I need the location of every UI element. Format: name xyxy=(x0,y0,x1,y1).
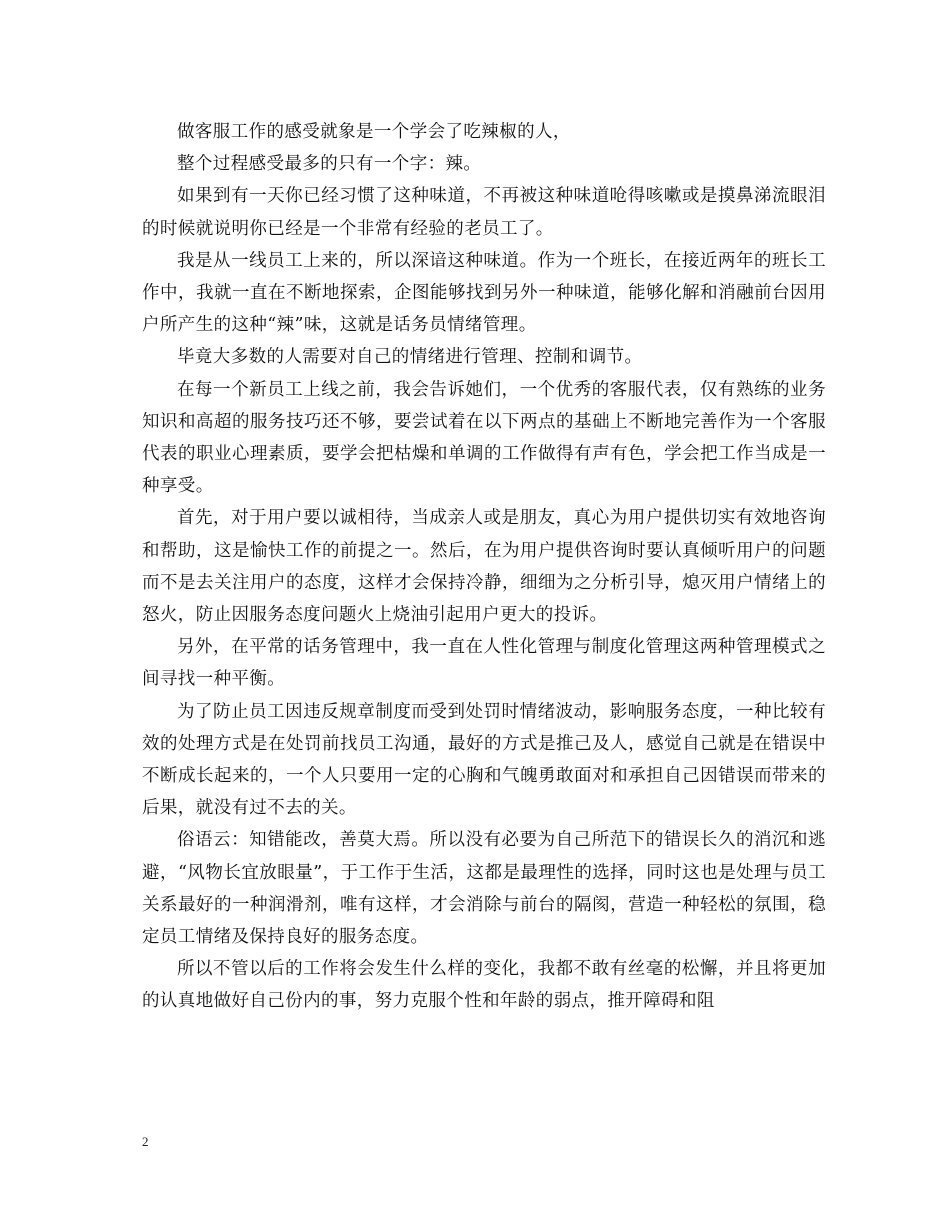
paragraph-6: 在每一个新员工上线之前，我会告诉她们，一个优秀的客服代表，仅有熟练的业务知识和高超的服务技巧还不够，要尝试着在以下两点的基础上不断地完善作为一个客服代表的职业心理素质，要学会把枯燥和单调的工作做得有声有色，学会把工作当成是一种享受。 xyxy=(142,379,826,497)
paragraph-4: 我是从一线员工上来的，所以深谙这种味道。作为一个班长，在接近两年的班长工作中，我就一直在不断地探索，企图能够找到另外一种味道，能够化解和消融前台因用户所产生的这种“辣”味，这就是话务员情绪管理。 xyxy=(142,250,826,336)
paragraph-1: 做客服工作的感受就象是一个学会了吃辣椒的人， xyxy=(177,122,571,142)
paragraph-7: 首先，对于用户要以诚相待，当成亲人或是朋友，真心为用户提供切实有效地咨询和帮助，这是愉快工作的前提之一。然后，在为用户提供咨询时要认真倾听用户的问题而不是去关注用户的态度，这样才会保持冷静，细细为之分析引导，熄灭用户情绪上的怒火，防止因服务态度问题火上烧油引起用户更大的投诉。 xyxy=(142,508,826,626)
document-body xyxy=(142,116,826,1018)
page-number: 2 xyxy=(142,1134,149,1149)
paragraph-2: 整个过程感受最多的只有一个字：辣。 xyxy=(177,154,482,175)
paragraph-8: 另外，在平常的话务管理中，我一直在人性化管理与制度化管理这两种管理模式之间寻找一种平衡。 xyxy=(142,637,826,690)
paragraph-9: 为了防止员工因违反规章制度而受到处罚时情绪波动，影响服务态度，一种比较有效的处理方式是在处罚前找员工沟通，最好的方式是推己及人，感觉自己就是在错误中不断成长起来的，一个人只要用一定的心胸和气魄勇敢面对和承担自己因错误而带来的后果，就没有过不去的关。 xyxy=(142,701,826,819)
paragraph-11: 所以不管以后的工作将会发生什么样的变化，我都不敢有丝毫的松懈，并且将更加的认真地做好自己份内的事，努力克服个性和年龄的弱点，推开障碍和阻 xyxy=(142,959,826,1012)
paragraph-3: 如果到有一天你已经习惯了这种味道，不再被这种味道呛得咳嗽或是摸鼻涕流眼泪的时候就说明你已经是一个非常有经验的老员工了。 xyxy=(142,186,826,239)
paragraph-5: 毕竟大多数的人需要对自己的情绪进行管理、控制和调节。 xyxy=(177,347,643,368)
paragraph-10: 俗语云：知错能改，善莫大焉。所以没有必要为自己所范下的错误长久的消沉和逃避，“风物长宜放眼量”，于工作于生活，这都是最理性的选择，同时这也是处理与员工关系最好的一种润滑剂，唯有这样，才会消除与前台的隔阂，营造一种轻松的氛围，稳定员工情绪及保持良好的服务态度。 xyxy=(142,830,826,948)
